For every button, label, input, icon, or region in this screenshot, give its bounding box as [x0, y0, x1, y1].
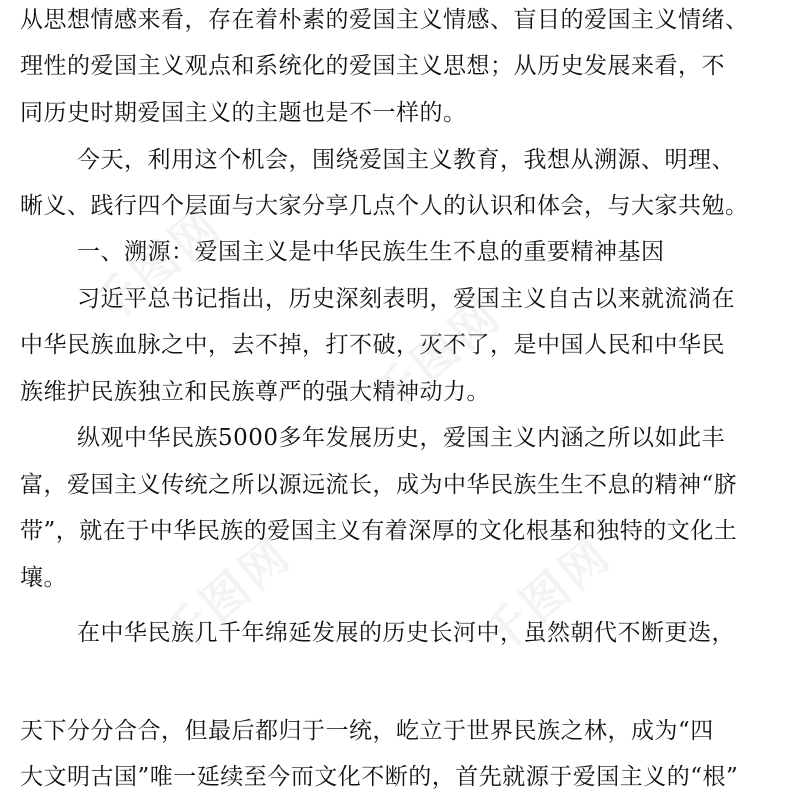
watermark: 千图网: [82, 196, 232, 335]
watermark: 千图网: [362, 286, 512, 425]
text-line: 中华民族血脉之中，去不掉，打不破，灭不了，是中国人民和中华民: [20, 332, 725, 358]
text-line: 同历史时期爱国主义的主题也是不一样的。: [20, 100, 467, 126]
paragraph-start: 今天，利用这个机会，围绕爱国主义教育，我想从溯源、明理、: [77, 147, 735, 173]
paragraph-start: 习近平总书记指出，历史深刻表明，爱国主义自古以来就流淌在: [77, 286, 735, 312]
watermark: 千图网: [472, 526, 622, 665]
section-heading: 一、溯源：爱国主义是中华民族生生不息的重要精神基因: [77, 239, 665, 265]
text-line: 从思想情感来看，存在着朴素的爱国主义情感、盲目的爱国主义情绪、: [20, 7, 749, 33]
paragraph-start: 纵观中华民族5000多年发展历史，爱国主义内涵之所以如此丰: [77, 425, 726, 451]
text-line: 大文明古国”唯一延续至今而文化不断的，首先就源于爱国主义的“根”: [20, 764, 739, 790]
text-line: 族维护民族独立和民族尊严的强大精神动力。: [20, 379, 490, 405]
text-line: 晰义、践行四个层面与大家分享几点个人的认识和体会，与大家共勉。: [20, 193, 749, 219]
paragraph-start: 在中华民族几千年绵延发展的历史长河中，虽然朝代不断更迭，: [77, 620, 735, 646]
text-line: 壤。: [20, 565, 67, 591]
text-line: 天下分分合合，但最后都归于一统，屹立于世界民族之林，成为“四: [20, 718, 714, 744]
watermark: 千图网: [152, 526, 302, 665]
text-line: 理性的爱国主义观点和系统化的爱国主义思想；从历史发展来看，不: [20, 53, 725, 79]
text-line: 带”，就在于中华民族的爱国主义有着深厚的文化根基和独特的文化土: [20, 518, 738, 544]
text-line: 富，爱国主义传统之所以源远流长，成为中华民族生生不息的精神“脐: [20, 472, 738, 498]
